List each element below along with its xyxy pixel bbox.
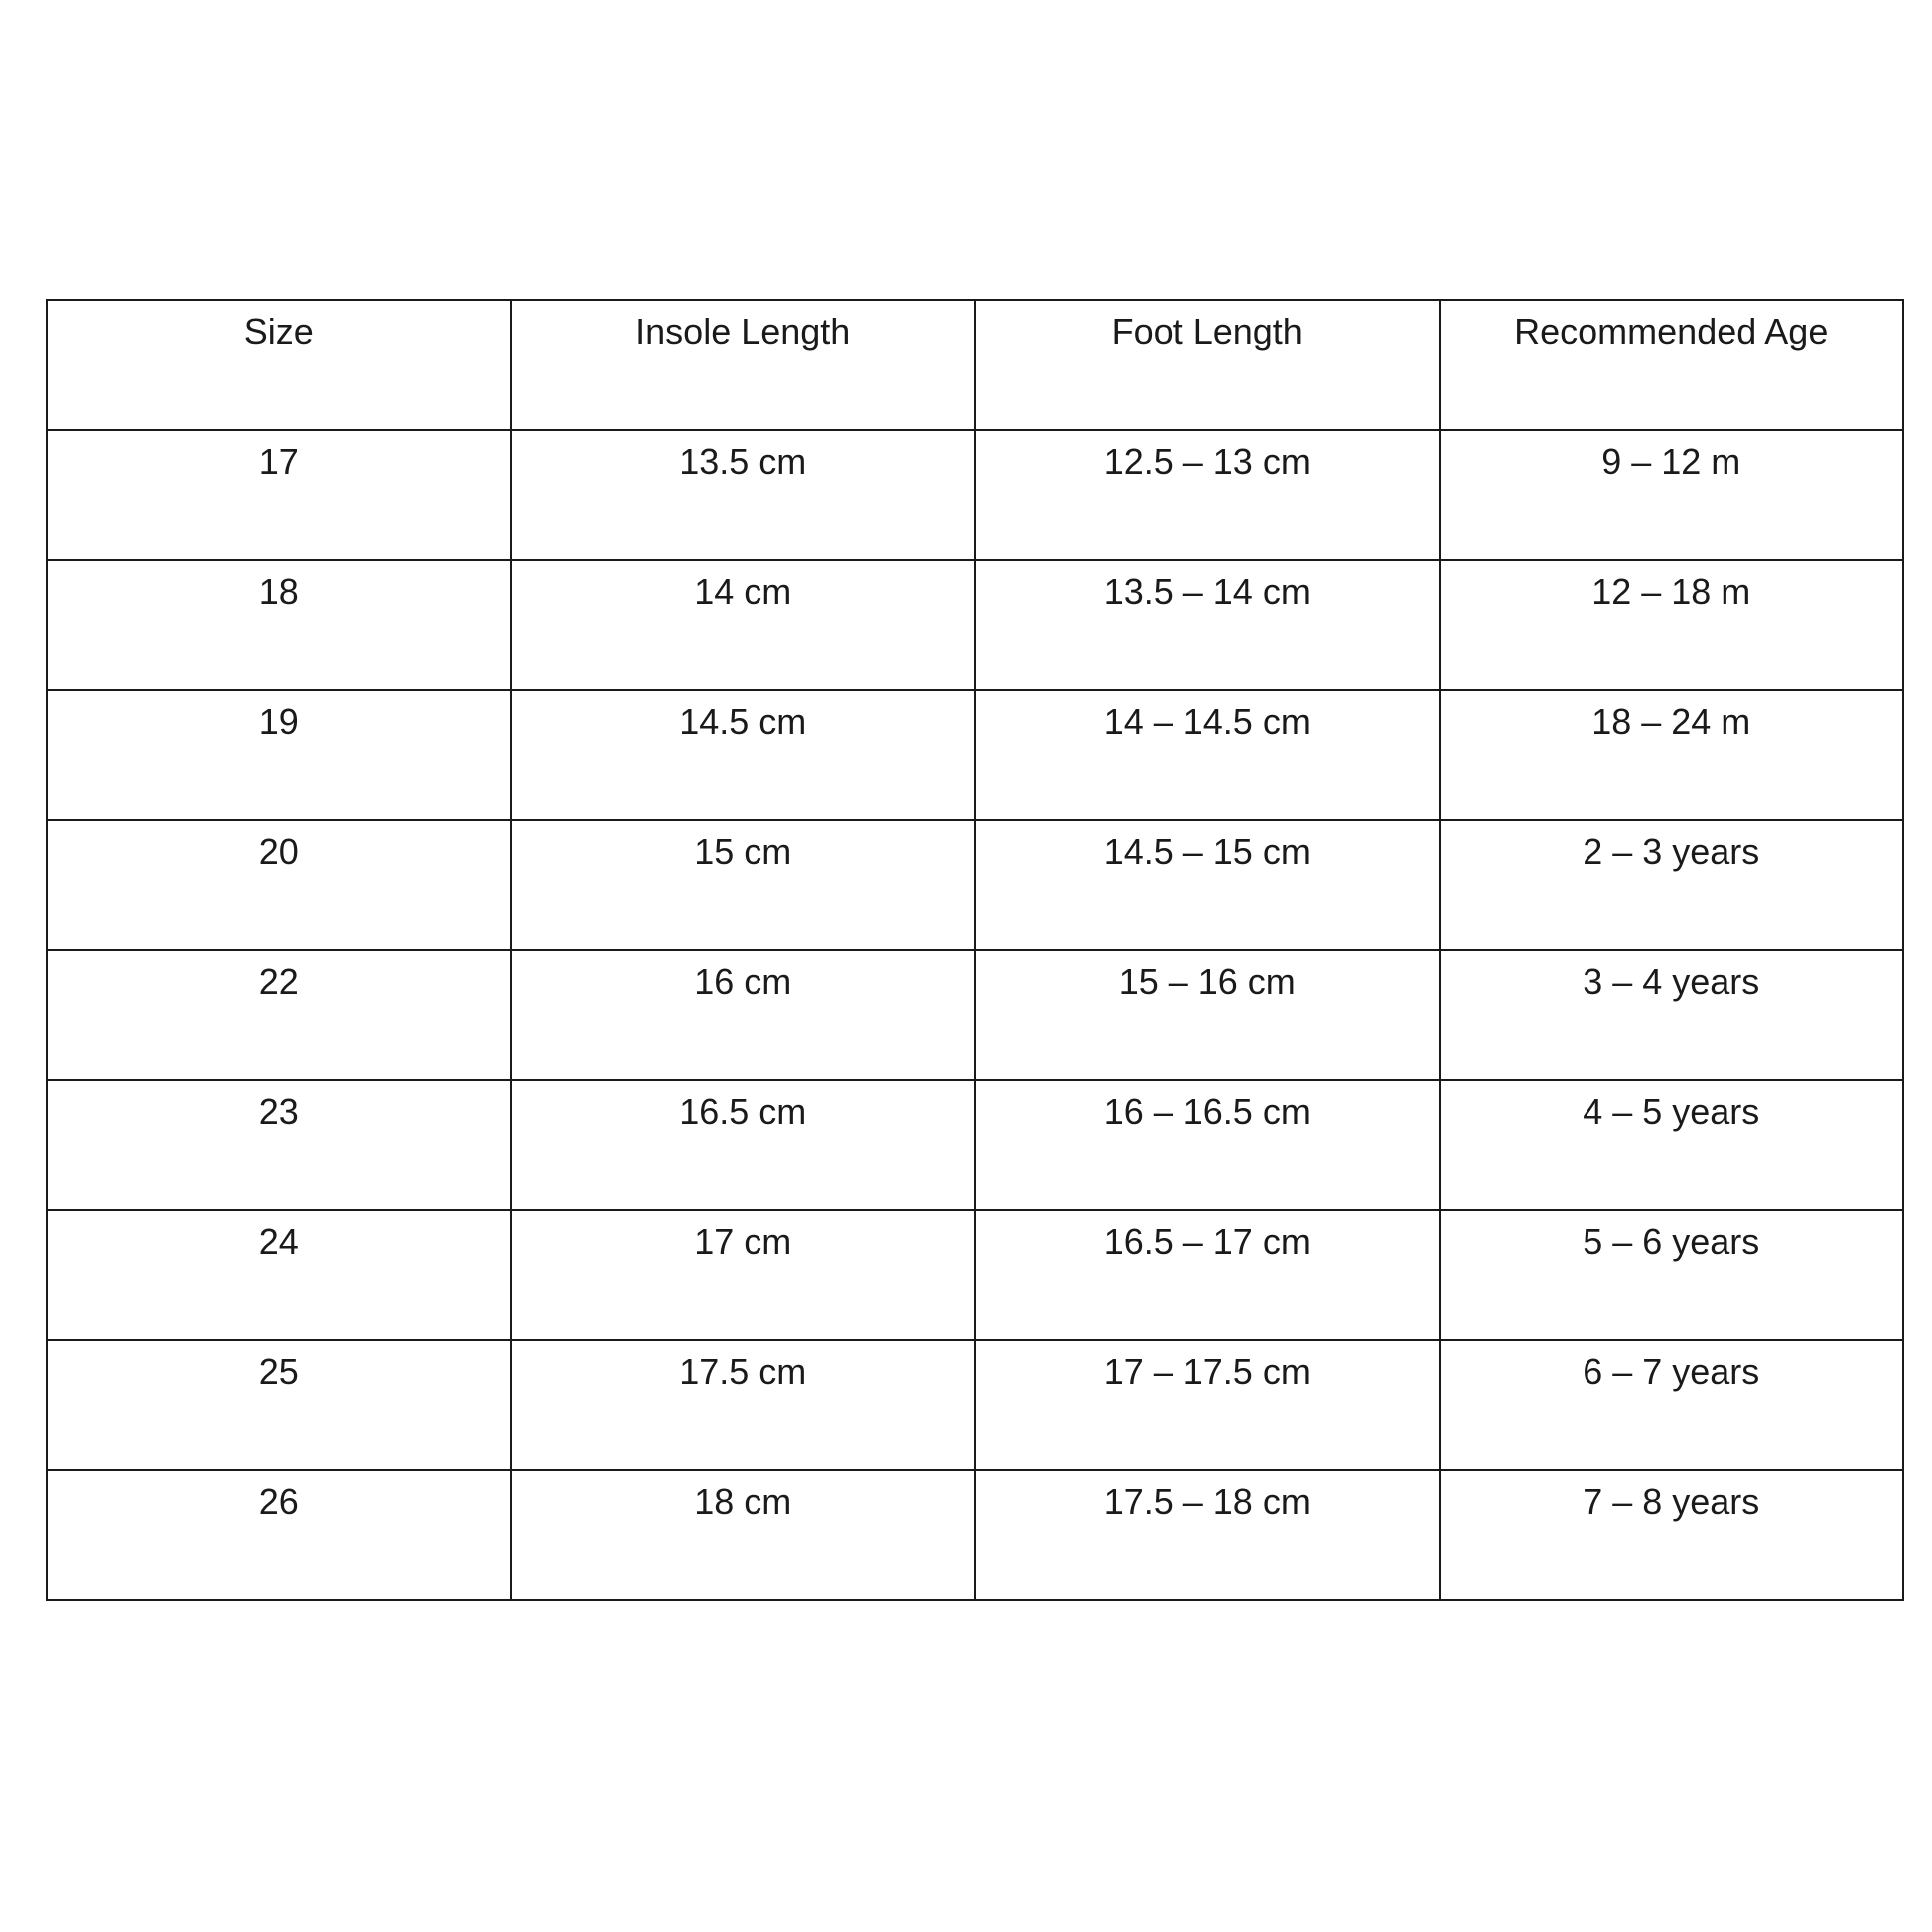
cell-insole-length: 17.5 cm	[511, 1340, 976, 1470]
table-row	[47, 1210, 1903, 1340]
table-row	[47, 690, 1903, 820]
header-foot-length: Foot Length	[975, 300, 1440, 430]
cell-recommended-age: 6 – 7 years	[1440, 1340, 1904, 1470]
cell-insole-length: 18 cm	[511, 1470, 976, 1600]
cell-recommended-age: 2 – 3 years	[1440, 820, 1904, 950]
cell-size: 20	[47, 820, 511, 950]
cell-insole-length: 15 cm	[511, 820, 976, 950]
header-row	[47, 300, 1903, 430]
cell-recommended-age: 5 – 6 years	[1440, 1210, 1904, 1340]
cell-size: 25	[47, 1340, 511, 1470]
cell-recommended-age: 18 – 24 m	[1440, 690, 1904, 820]
cell-foot-length: 14 – 14.5 cm	[975, 690, 1440, 820]
cell-size: 19	[47, 690, 511, 820]
cell-recommended-age: 7 – 8 years	[1440, 1470, 1904, 1600]
cell-insole-length: 16.5 cm	[511, 1080, 976, 1210]
cell-foot-length: 14.5 – 15 cm	[975, 820, 1440, 950]
cell-recommended-age: 4 – 5 years	[1440, 1080, 1904, 1210]
table-row	[47, 1080, 1903, 1210]
cell-size: 23	[47, 1080, 511, 1210]
cell-foot-length: 13.5 – 14 cm	[975, 560, 1440, 690]
cell-foot-length: 12.5 – 13 cm	[975, 430, 1440, 560]
cell-insole-length: 13.5 cm	[511, 430, 976, 560]
header-insole-length: Insole Length	[511, 300, 976, 430]
cell-foot-length: 17 – 17.5 cm	[975, 1340, 1440, 1470]
cell-size: 24	[47, 1210, 511, 1340]
cell-insole-length: 17 cm	[511, 1210, 976, 1340]
table-row	[47, 1340, 1903, 1470]
cell-recommended-age: 3 – 4 years	[1440, 950, 1904, 1080]
cell-foot-length: 16.5 – 17 cm	[975, 1210, 1440, 1340]
table-row	[47, 820, 1903, 950]
table-row	[47, 560, 1903, 690]
table-header	[47, 300, 1903, 430]
header-size: Size	[47, 300, 511, 430]
cell-foot-length: 16 – 16.5 cm	[975, 1080, 1440, 1210]
cell-size: 18	[47, 560, 511, 690]
table-row	[47, 430, 1903, 560]
cell-size: 17	[47, 430, 511, 560]
header-recommended-age: Recommended Age	[1440, 300, 1904, 430]
cell-size: 22	[47, 950, 511, 1080]
cell-recommended-age: 12 – 18 m	[1440, 560, 1904, 690]
size-chart-table	[46, 299, 1904, 1601]
cell-insole-length: 16 cm	[511, 950, 976, 1080]
cell-recommended-age: 9 – 12 m	[1440, 430, 1904, 560]
table-row	[47, 950, 1903, 1080]
cell-insole-length: 14 cm	[511, 560, 976, 690]
table-body	[47, 430, 1903, 1600]
cell-foot-length: 15 – 16 cm	[975, 950, 1440, 1080]
cell-size: 26	[47, 1470, 511, 1600]
cell-foot-length: 17.5 – 18 cm	[975, 1470, 1440, 1600]
table-row	[47, 1470, 1903, 1600]
cell-insole-length: 14.5 cm	[511, 690, 976, 820]
